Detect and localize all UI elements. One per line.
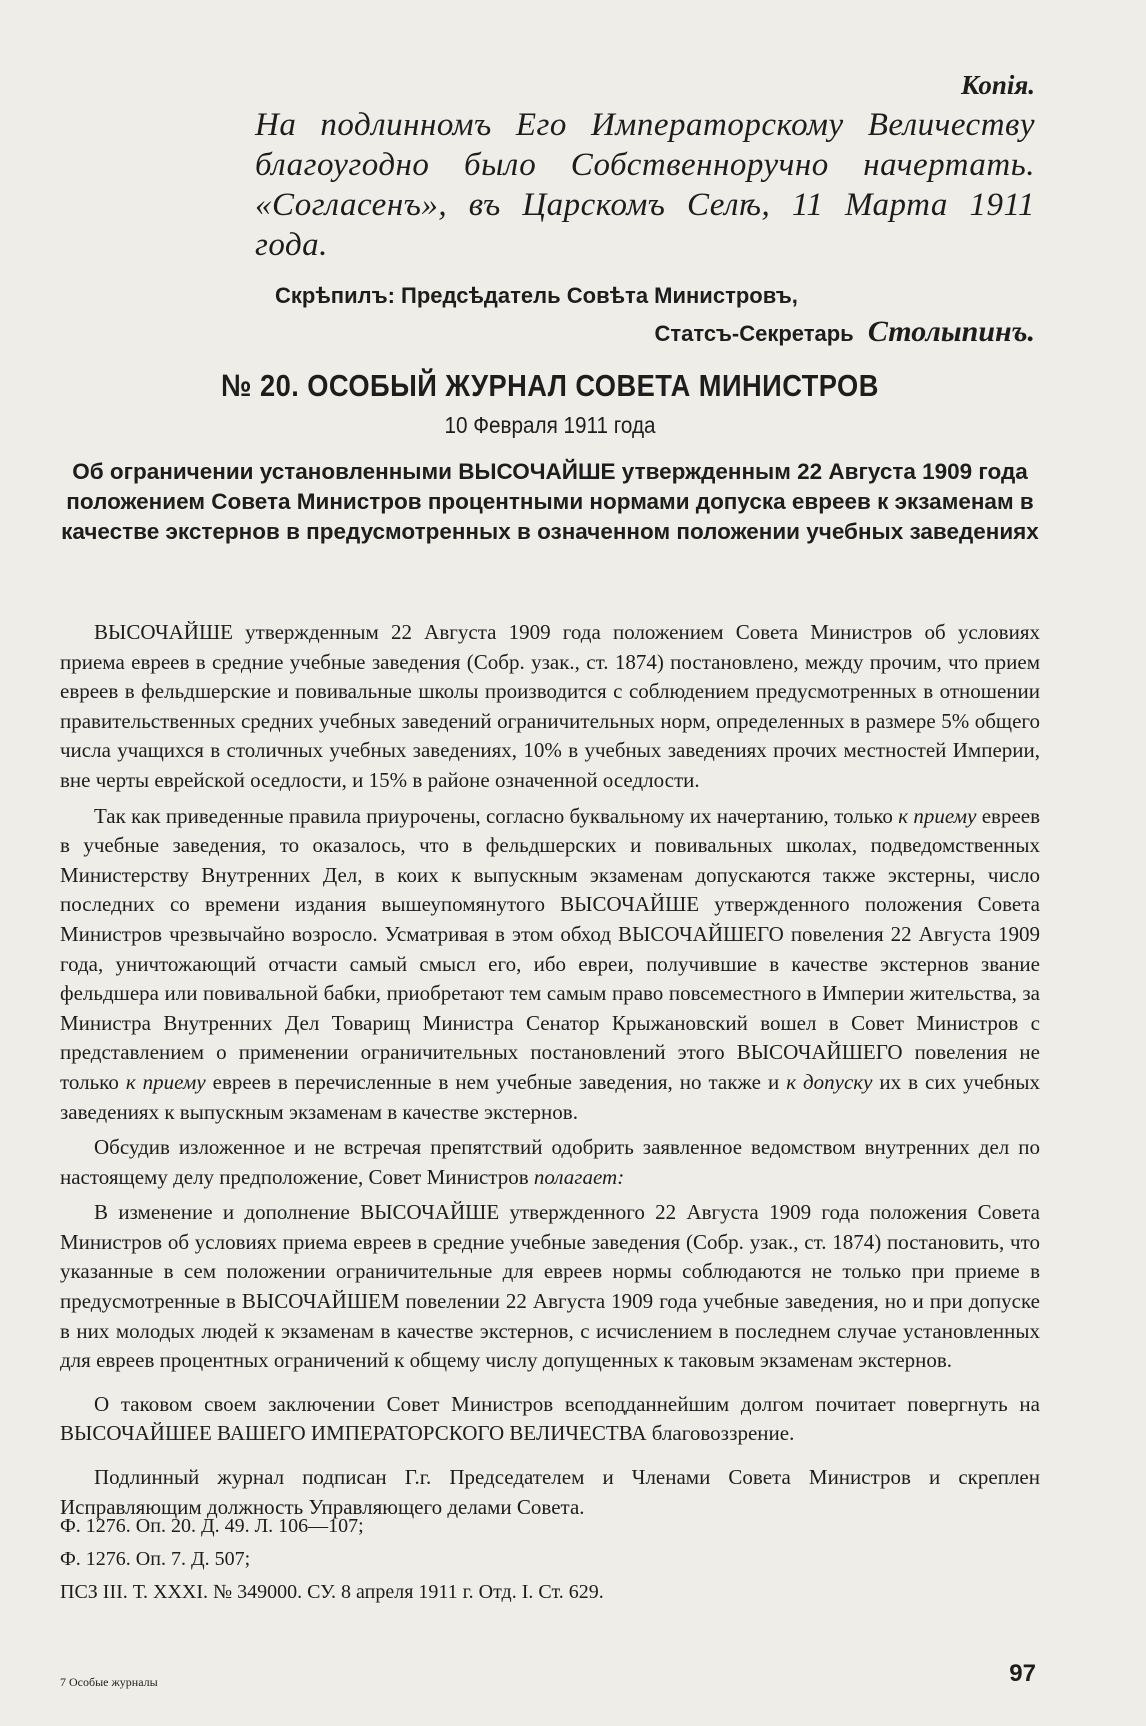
paragraph-5: О таковом своем заключении Совет Министров всеподданнейшим долгом почитает повергнуть на ВЫСОЧАЙШЕЕ ВАШЕГО ИМПЕРАТОРСКОГО ВЕЛИЧЕСТВА благовоззрение.	[60, 1391, 1040, 1446]
document-date: 10 Февраля 1911 года	[444, 412, 656, 438]
paragraph-2-text: евреев в учебные заведения, то оказалось, что в фельдшерских и повивальных школах, подведомственных Министерству Внутренних Дел, в коих к выпускным экзаменам допускаются также экстерны, число последних со времени издания вышеупомянутого ВЫСОЧАЙШЕ утвержденного положения Совета Министров чрезвычайно возросло. Усматривая в этом обход ВЫСОЧАЙШЕГО повеления 22 Августа 1909 года, уничтожающий отчасти самый смысл его, ибо евреи, получившие в качестве экстернов звание фельдшера или повивальной бабки, приобретают тем самым право повсеместного в Империи жительства, за Министра Внутренних Дел Товарищ Министра Сенатор Крыжановский вошел в Совет Министров с представлением о применении ограничительных постановлений этого ВЫСОЧАЙШЕГО повеления не только	[60, 803, 1041, 1094]
source-line: Ф. 1276. Оп. 7. Д. 507;	[60, 1548, 251, 1570]
paragraph-2-text: евреев в перечисленные в нем учебные заведения, но также и	[205, 1069, 787, 1094]
document-subject: Об ограничении установленными ВЫСОЧАЙШЕ утвержденным 22 Августа 1909 года положением Совета Министров процентными нормами допуска евреев к экзаменам в качестве экстернов в предусмотренных в означенном положении учебных заведениях	[61, 459, 1039, 544]
paragraph-1: ВЫСОЧАЙШЕ утвержденным 22 Августа 1909 года положением Совета Министров об условиях приема евреев в средние учебные заведения (Собр. узак., ст. 1874) постановлено, между прочим, что прием евреев в фельдшерские и повивальные школы производится с соблюдением предусмотренных в отношении правительственных средних учебных заведений ограничительных норм, определенных в размере 5% общего числа учащихся в столичных учебных заведениях, 10% в учебных заведениях прочих местностей Империи, вне черты еврейской оседлости, и 15% в районе означенной оседлости.	[60, 620, 1040, 792]
paragraph-2-emphasis: к приему	[898, 803, 977, 828]
signature-line	[100, 315, 1035, 349]
page-number: 97	[1009, 1660, 1036, 1687]
imperial-resolution: На подлинномъ Его Императорскому Величеству благоугодно было Собственноручно начертать. «Согласенъ», въ Царскомъ Селѣ, 11 Марта 1911 года.	[255, 107, 1035, 263]
attested-by: Скрѣпилъ: Предсѣдатель Совѣта Министровъ,	[275, 283, 798, 308]
source-line: ПСЗ III. Т. XXXI. № 349000. СУ. 8 апреля 1911 г. Отд. I. Ст. 629.	[60, 1581, 604, 1603]
source-line: Ф. 1276. Оп. 20. Д. 49. Л. 106—107;	[60, 1515, 364, 1537]
printer-signature-mark: 7 Особые журналы	[60, 1675, 158, 1689]
paragraph-2	[60, 802, 1040, 1128]
archival-sources	[60, 1510, 960, 1609]
copy-mark: Копія.	[961, 70, 1035, 100]
paragraph-2-emphasis: к допуску	[786, 1069, 873, 1094]
paragraph-3	[60, 1133, 1040, 1192]
paragraph-3-text: Обсудив изложенное и не встречая препятствий одобрить заявленное ведомством внутренних дел по настоящему делу предположение, Совет Министров	[60, 1135, 1040, 1189]
paragraph-6: Подлинный журнал подписан Г.г. Председателем и Членами Совета Министров и скреплен Исправляющим должность Управляющего делами Совета.	[60, 1465, 1040, 1519]
document-body	[60, 618, 1040, 1522]
paragraph-4: В изменение и дополнение ВЫСОЧАЙШЕ утвержденного 22 Августа 1909 года положения Совета Министров об условиях приема евреев в средние учебные заведения (Собр. узак., ст. 1874) постановить, что указанные в сем положении ограничительные для евреев нормы соблюдаются не только при приеме в предусмотренные в ВЫСОЧАЙШЕМ повелении 22 Августа 1909 года учебные заведения, но и при допуске в них молодых людей к экзаменам в качестве экстернов, с исчислением в последнем случае установленных для евреев процентных ограничений к общему числу допущенных к таковым экзаменам экстернов.	[60, 1200, 1040, 1373]
document-title: № 20. ОСОБЫЙ ЖУРНАЛ СОВЕТА МИНИСТРОВ	[221, 368, 879, 403]
paragraph-2-text: Так как приведенные правила приурочены, согласно буквальному их начертанию, только	[94, 803, 899, 828]
copy-annotation	[100, 70, 1035, 349]
secretary-title: Статсъ-Секретарь	[654, 321, 854, 346]
paragraph-2-emphasis: к приему	[125, 1069, 206, 1094]
paragraph-2-text: их в сих учебных заведениях к выпускным экзаменам в качестве экстернов.	[60, 1069, 1040, 1124]
paragraph-3-emphasis: полагает:	[533, 1164, 625, 1189]
secretary-signature: Столыпинъ.	[867, 315, 1035, 348]
document-header	[50, 368, 1050, 547]
